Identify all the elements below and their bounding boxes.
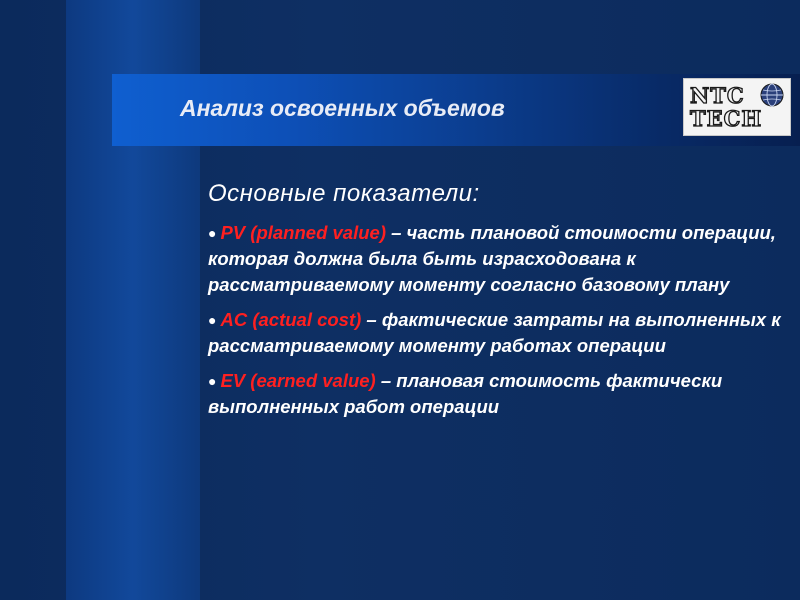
slide-title: Анализ освоенных объемов: [180, 95, 505, 121]
definition-pv: – часть плановой стоимости операции, которая должна была быть израсходована к рассматриваемому моменту согласно базовому плану: [208, 222, 776, 295]
slide-content: [208, 180, 788, 429]
company-logo: [683, 78, 791, 136]
logo-line2: TECH: [690, 106, 763, 131]
list-item-ac: [208, 307, 788, 359]
bullet-icon: ●: [208, 373, 217, 389]
section-heading: Основные показатели:: [208, 180, 480, 207]
definition-ev: – плановая стоимость фактически выполненных работ операции: [208, 370, 723, 417]
logo-line1: NTC: [690, 83, 745, 108]
term-pv: PV (planned value): [220, 222, 386, 243]
term-ev: EV (earned value): [220, 370, 376, 391]
bullet-icon: ●: [208, 225, 217, 241]
list-item-ev: [208, 368, 788, 420]
term-ac: AC (actual cost): [220, 309, 362, 330]
list-item-pv: [208, 220, 788, 298]
definition-ac: – фактические затраты на выполненных к рассматриваемому моменту работах операции: [208, 309, 781, 356]
bullet-icon: ●: [208, 312, 217, 328]
globe-icon: [760, 83, 784, 107]
